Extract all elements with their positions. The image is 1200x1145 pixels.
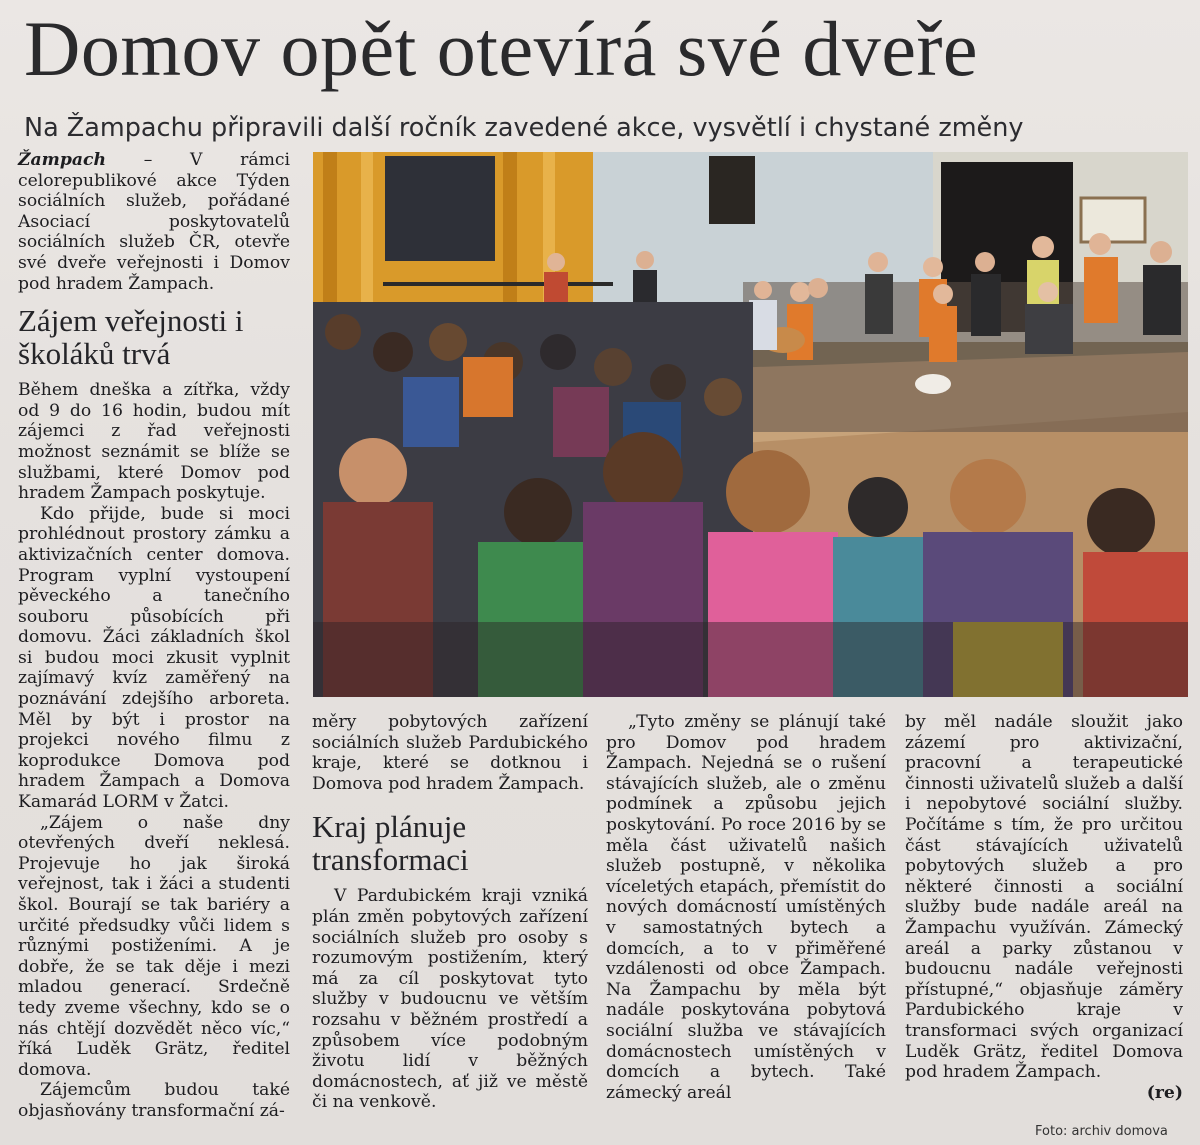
intro-text: – V rámci celorepublikové akce Týden sociálních služeb, pořádané Asociací poskytovatelů sociálních služeb ČR, otevře své dveře veřejnosti i Domov pod hradem Žampach. — [18, 150, 290, 294]
photo-credit: Foto: archiv domova — [1035, 1124, 1168, 1139]
paragraph: V Pardubickém kraji vzniká plán změn pobytových zařízení sociálních služeb pro osoby s rozumovým postižením, který má za cíl poskytovat tyto služby v budoucnu ve větším rozsahu v běžném prostředí a způsobem více podobným životu lidí v běžných domácnostech, ať již ve městě či na venkově. — [312, 886, 588, 1113]
subheading-1: Zájem veřejnosti i školáků trvá — [18, 303, 244, 372]
paragraph: Během dneška a zítřka, vždy od 9 do 16 hodin, budou mít zájemci z řad veřejnosti možnost seznámit se blíže se službami, které Domov pod hradem Žampach poskytuje. — [18, 380, 290, 504]
article-column-1 — [18, 150, 290, 1122]
paragraph: „Tyto změny se plánují také pro Domov pod hradem Žampach. Nejedná se o rušení stávajících služeb, ale o změnu podmínek a způsobu jejich poskytování. Po roce 2016 by se měla část uživatelů našich služeb postupně, v několika víceletých etapách, přemístit do nových domácností umístěných v samostatných bytech a domcích, a to v přiměřené vzdálenosti od obce Žampach. Na Žampachu by měla být nadále poskytována pobytová sociální služba ve stávajících domácnostech umístěných v domcích a bytech. Také zámecký areál — [606, 712, 886, 1103]
dateline: Žampach — [18, 150, 106, 170]
signature-line — [905, 1083, 1183, 1104]
paragraph: měry pobytových zařízení sociálních služeb Pardubického kraje, které se dotknou i Domova pod hradem Žampach. — [312, 712, 588, 794]
headline: Domov opět otevírá své dveře — [24, 5, 979, 92]
subheadline: Na Žampachu připravili další ročník zavedené akce, vysvětlí i chystané změny — [24, 113, 1024, 143]
article-photo — [313, 152, 1188, 697]
intro-paragraph — [18, 150, 290, 294]
article-column-4 — [905, 712, 1183, 1103]
paragraph: Kdo přijde, bude si moci prohlédnout prostory zámku a aktivizačních center domova. Program vyplní vystoupení pěveckého a tanečního souboru působících při domovu. Žáci základních škol si budou moci zkusit vyplnit zajímavý kvíz zaměřený na poznávání zdejšího arboreta. Měl by být i prostor na projekci nového filmu z koprodukce Domova pod hradem Žampach a Domova Kamarád LORM v Žatci. — [18, 503, 290, 813]
article-column-3 — [606, 712, 886, 1103]
subheading-2: Kraj plánuje transformaci — [312, 809, 469, 878]
signature: (re) — [1146, 1082, 1183, 1103]
photo-illustration — [313, 152, 1188, 697]
paragraph: by měl nadále sloužit jako zázemí pro aktivizační, pracovní a terapeutické činnosti uživatelů služeb a další i nepobytové sociální služby. Počítáme s tím, že pro určitou část stávajících uživatelů pobytových služeb a pro některé činnosti a sociální služby bude nadále areál na Žampachu využíván. Zámecký areál a parky zůstanou v budoucnu nadále veřejnosti přístupné,“ objasňuje záměry Pardubického kraje v transformaci svých organizací Luděk Grätz, ředitel Domova pod hradem Žampach. — [905, 712, 1183, 1083]
article-column-2 — [312, 712, 588, 1113]
paragraph: „Zájem o naše dny otevřených dveří neklesá. Projevuje ho jak široká veřejnost, tak i žáci a studenti škol. Bourají se tak bariéry a určité předsudky vůči lidem s různými postiženími. A je dobře, že se tak děje i mezi mladou generací. Srdečně tedy zveme všechny, kdo se o nás chtějí dozvědět něco víc,“ říká Luděk Grätz, ředitel domova. — [18, 812, 290, 1080]
paragraph: Zájemcům budou také objasňovány transformační zá- — [18, 1080, 290, 1121]
